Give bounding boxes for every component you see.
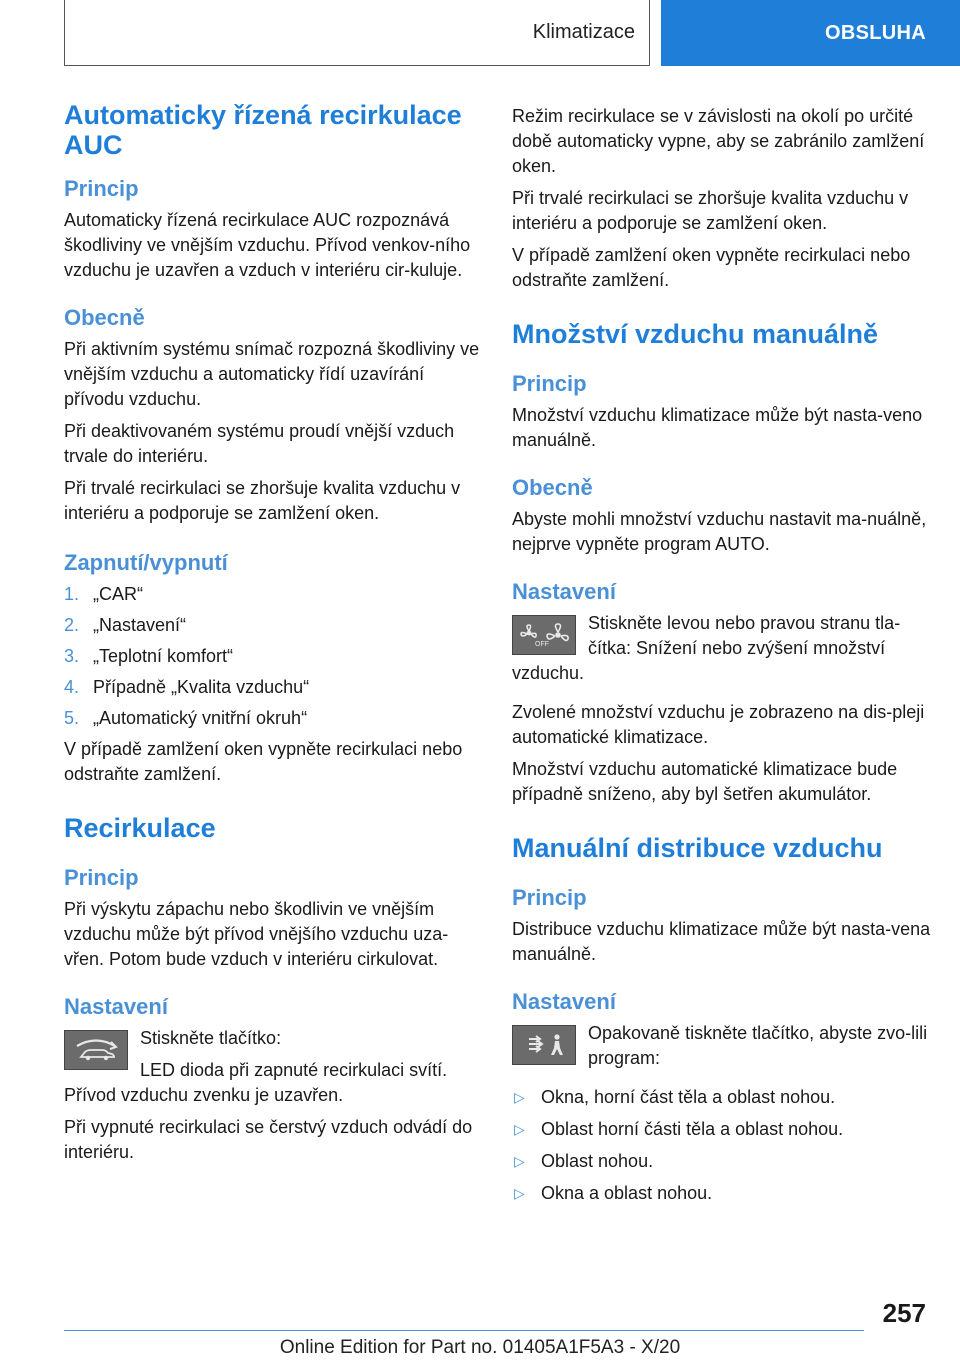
right-column bbox=[512, 104, 932, 1206]
header-section-label: Klimatizace bbox=[532, 21, 635, 43]
recirk-princip-text: Při výskytu zápachu nebo škodlivin ve vnějším vzduchu může být přívod vnějšího vzduchu uza-vřen. Potom bude vzduch v interiéru cirkulovat. bbox=[64, 899, 449, 969]
fan-speed-button-icon bbox=[512, 615, 576, 655]
mnozstvi-title: Množství vzduchu manuálně bbox=[512, 319, 879, 349]
fan-off-label: OFF bbox=[535, 641, 549, 648]
recirk-continued-text-3: V případě zamlžení oken vypněte recirkulaci nebo odstraňte zamlžení. bbox=[512, 245, 911, 290]
auc-princip-heading: Princip bbox=[64, 176, 139, 201]
recirk-continued-text-2: Při trvalé recirkulaci se zhoršuje kvalita vzduchu v interiéru a podporuje se zamlžení oken. bbox=[512, 188, 909, 233]
auc-title: Automaticky řízená recirkulace AUC bbox=[64, 100, 462, 160]
auc-obecne-text-2: Při deaktivovaném systému proudí vnější vzduch trvale do interiéru. bbox=[64, 421, 455, 466]
air-distribution-button-icon bbox=[512, 1025, 576, 1065]
recirculation-button-icon bbox=[64, 1030, 128, 1070]
auc-princip-text: Automaticky řízená recirkulace AUC rozpoznává škodliviny ve vnějším vzduchu. Přívod venkov-ního vzduchu je uzavřen a vzduch v interiéru cir-kuluje. bbox=[64, 210, 471, 280]
auc-steps-list bbox=[64, 582, 484, 731]
recirk-nastaveni-text-2: LED dioda při zapnuté recirkulaci svítí. Přívod vzduchu zvenku je uzavřen. bbox=[64, 1060, 448, 1105]
mnozstvi-nastaveni-text-2: Zvolené množství vzduchu je zobrazeno na dis-pleji automatické klimatizace. bbox=[512, 702, 925, 747]
list-item: ▷ Okna a oblast nohou. bbox=[512, 1181, 932, 1206]
list-item: 5. „Automatický vnitřní okruh“ bbox=[64, 708, 308, 728]
header-chapter-label: OBSLUHA bbox=[825, 21, 926, 44]
auc-zapnuti-text: V případě zamlžení oken vypněte recirkulaci nebo odstraňte zamlžení. bbox=[64, 739, 463, 784]
list-item: 1. „CAR“ bbox=[64, 584, 143, 604]
recirk-title: Recirkulace bbox=[64, 813, 216, 843]
distribuce-options-list bbox=[512, 1085, 932, 1206]
header-chapter-tab[interactable] bbox=[661, 0, 960, 66]
list-item: 4. Případně „Kvalita vzduchu“ bbox=[64, 677, 310, 697]
page-number: 257 bbox=[882, 1298, 926, 1328]
list-item: 2. „Nastavení“ bbox=[64, 615, 187, 635]
recirk-nastaveni-text-1: Stiskněte tlačítko: bbox=[140, 1028, 282, 1048]
triangle-bullet-icon: ▷ bbox=[514, 1153, 525, 1169]
list-item: ▷ Okna, horní část těla a oblast nohou. bbox=[512, 1085, 932, 1110]
distribuce-nastaveni-heading: Nastavení bbox=[512, 989, 616, 1014]
triangle-bullet-icon: ▷ bbox=[514, 1121, 525, 1137]
auc-obecne-heading: Obecně bbox=[64, 305, 145, 330]
triangle-bullet-icon: ▷ bbox=[514, 1089, 525, 1105]
mnozstvi-nastaveni-text-3: Množství vzduchu automatické klimatizace bude případně sníženo, aby byl šetřen akumulátor. bbox=[512, 759, 898, 804]
distribuce-nastaveni-text: Opakovaně tiskněte tlačítko, abyste zvo-lili program: bbox=[588, 1023, 928, 1068]
list-item: ▷ Oblast nohou. bbox=[512, 1149, 932, 1174]
auc-zapnuti-heading: Zapnutí/vypnutí bbox=[64, 550, 228, 575]
mnozstvi-obecne-heading: Obecně bbox=[512, 475, 593, 500]
left-column bbox=[64, 100, 484, 1165]
list-item: 3. „Teplotní komfort“ bbox=[64, 646, 234, 666]
auc-obecne-text-3: Při trvalé recirkulaci se zhoršuje kvalita vzduchu v interiéru a podporuje se zamlžení oken. bbox=[64, 478, 461, 523]
recirk-princip-heading: Princip bbox=[64, 865, 139, 890]
mnozstvi-princip-heading: Princip bbox=[512, 371, 587, 396]
distribuce-princip-text: Distribuce vzduchu klimatizace může být nasta-vena manuálně. bbox=[512, 919, 931, 964]
mnozstvi-princip-text: Množství vzduchu klimatizace může být nasta-veno manuálně. bbox=[512, 405, 923, 450]
header-section bbox=[64, 0, 650, 66]
footer-edition: Online Edition for Part no. 01405A1F5A3 - X/20 bbox=[279, 1337, 681, 1358]
list-item: ▷ Oblast horní části těla a oblast nohou. bbox=[512, 1117, 932, 1142]
mnozstvi-nastaveni-text-1: Stiskněte levou nebo pravou stranu tla-čítka: Snížení nebo zvýšení množství vzduchu. bbox=[512, 613, 901, 683]
mnozstvi-nastaveni-heading: Nastavení bbox=[512, 579, 616, 604]
triangle-bullet-icon: ▷ bbox=[514, 1185, 525, 1201]
footer-divider bbox=[64, 1330, 864, 1331]
recirk-nastaveni-heading: Nastavení bbox=[64, 994, 168, 1019]
distribuce-princip-heading: Princip bbox=[512, 885, 587, 910]
auc-obecne-text-1: Při aktivním systému snímač rozpozná škodliviny ve vnějším vzduchu a automaticky řídí uzavírání přívodu vzduchu. bbox=[64, 339, 480, 409]
mnozstvi-obecne-text: Abyste mohli množství vzduchu nastavit ma-nuálně, nejprve vypněte program AUTO. bbox=[512, 509, 927, 554]
recirk-nastaveni-text-3: Při vypnuté recirkulaci se čerstvý vzduch odvádí do interiéru. bbox=[64, 1117, 473, 1162]
distribuce-title: Manuální distribuce vzduchu bbox=[512, 833, 883, 863]
recirk-continued-text-1: Režim recirkulace se v závislosti na okolí po určité době automaticky vypne, aby se zabránilo zamlžení oken. bbox=[512, 106, 925, 176]
